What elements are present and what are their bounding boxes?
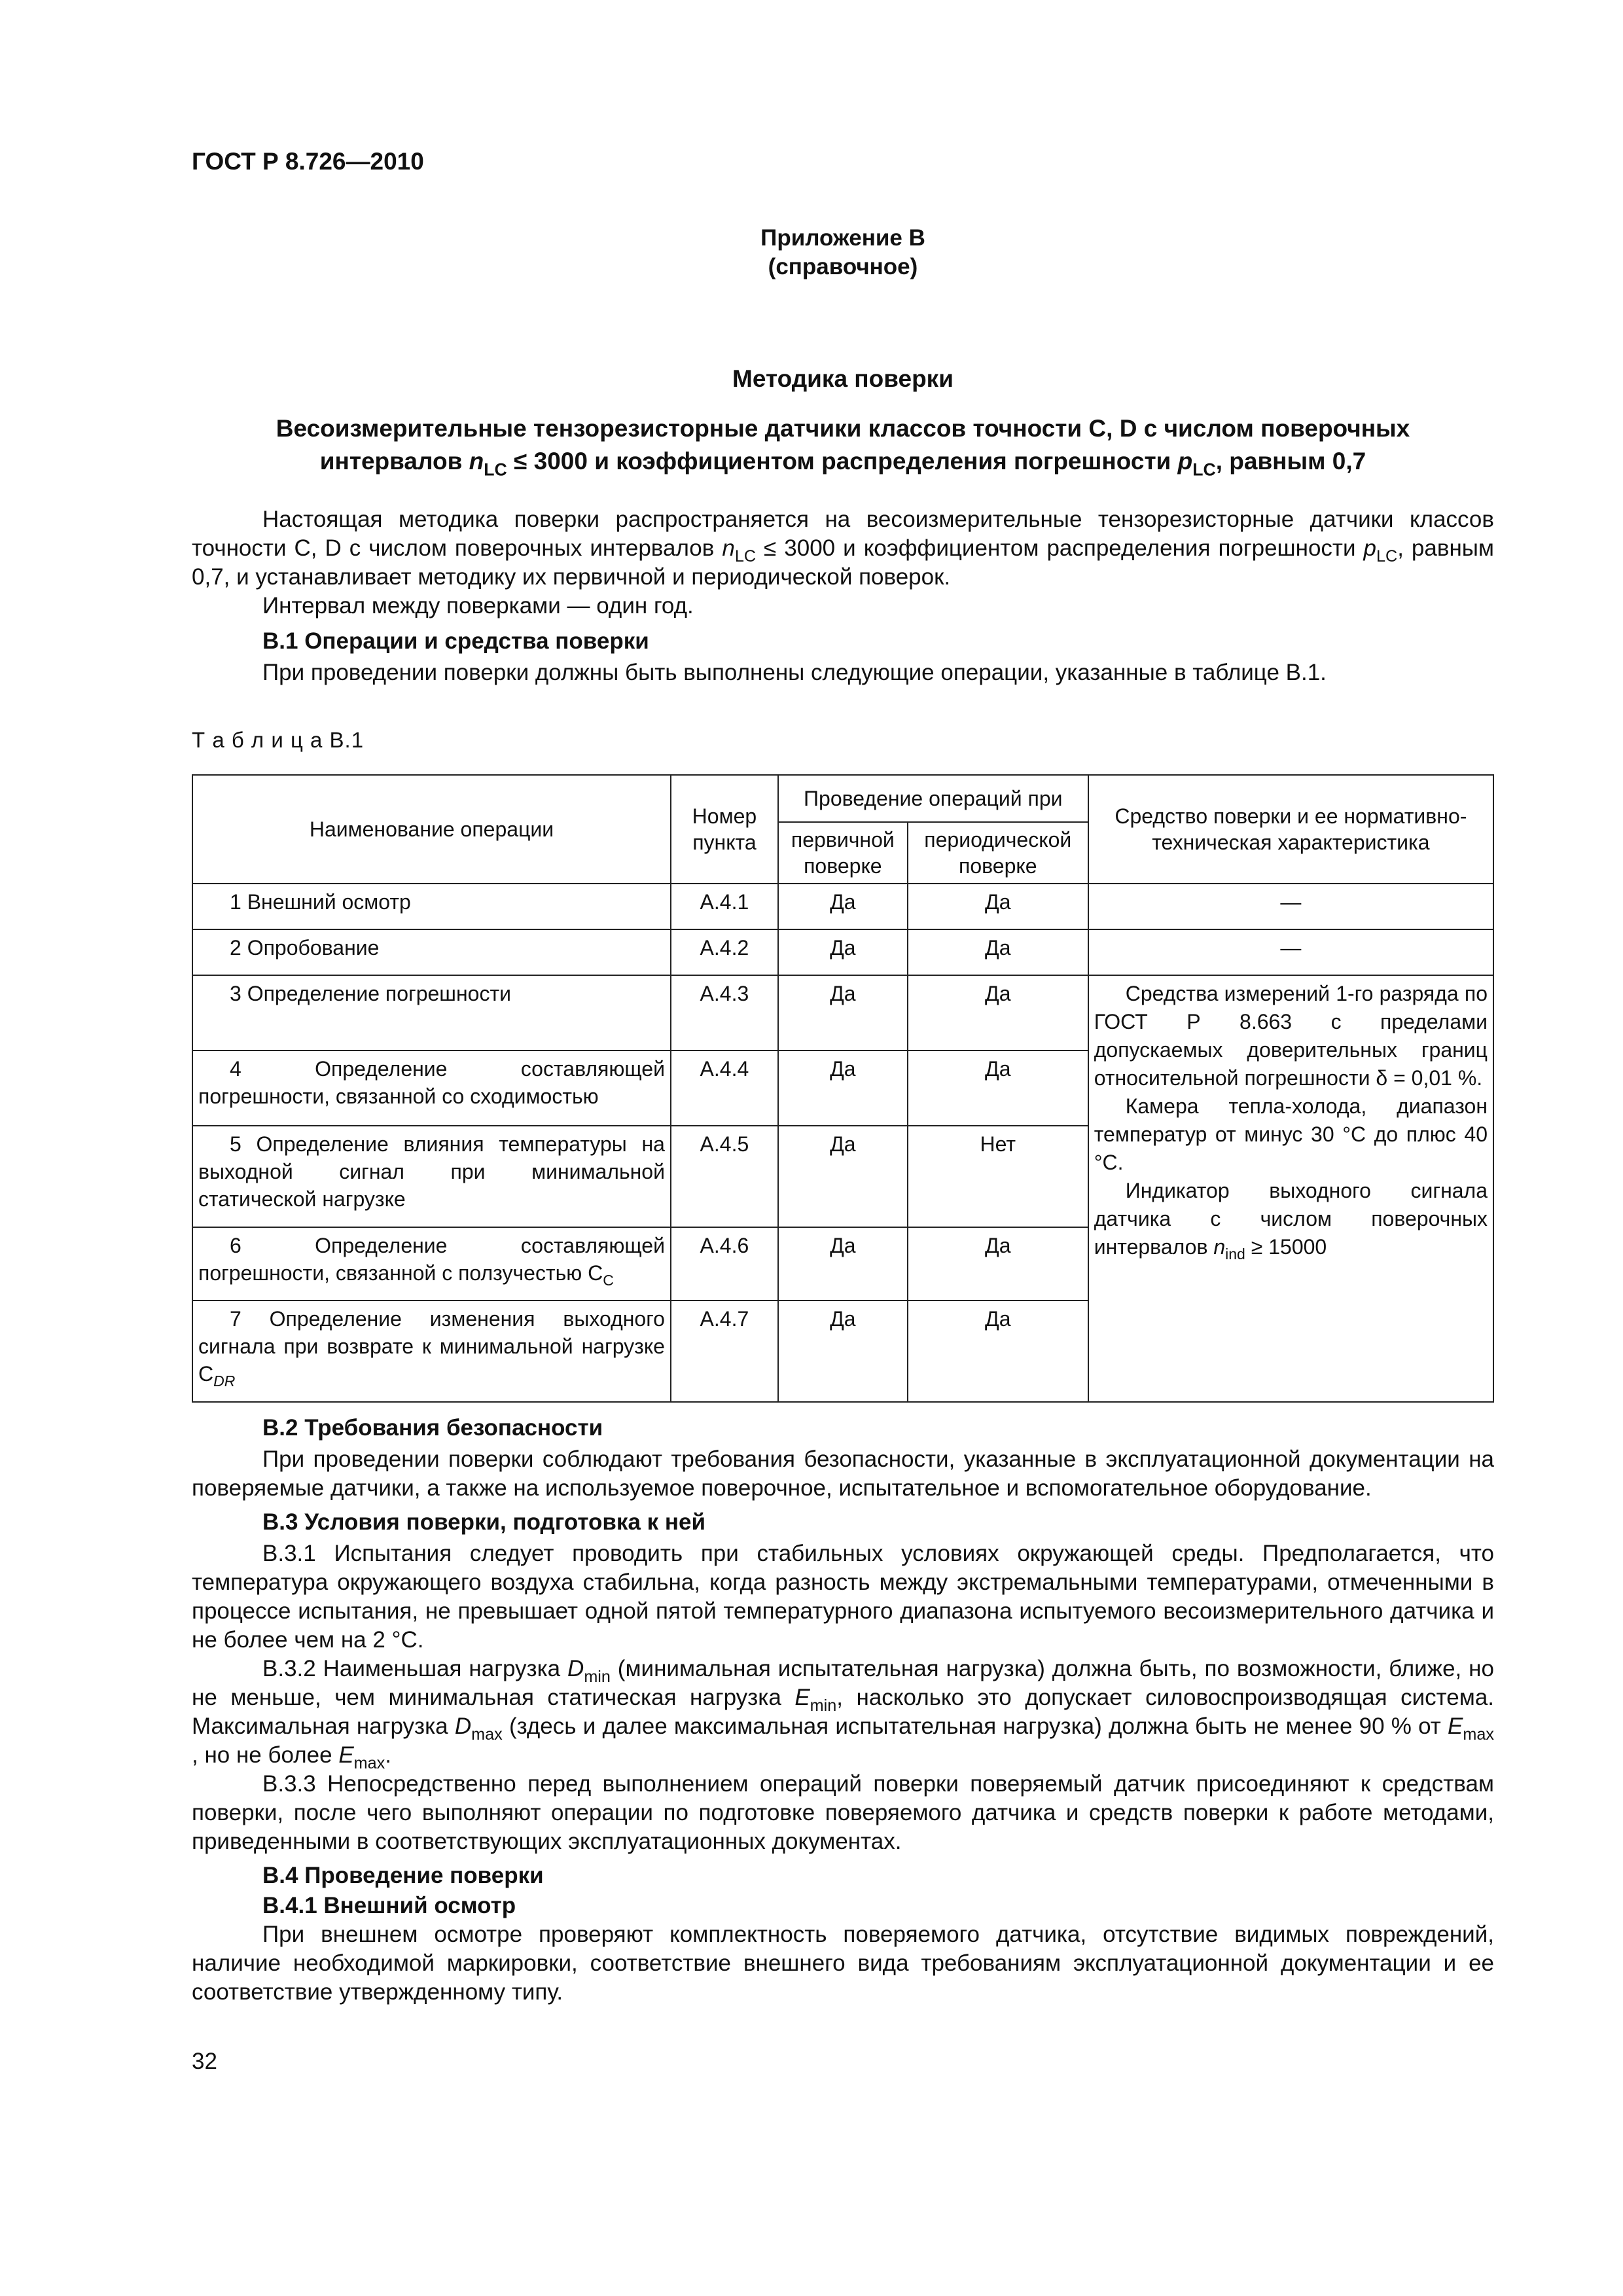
section-b3-2: В.3.2 Наименьшая нагрузка $D_{min}$ (минимальная испытательная нагрузка) должна быть, по возможности, ближе, но не меньше, чем минимальная статическая нагрузка $E_{min}$, насколько это допускает силовоспроизводящая система. Максимальная нагрузка $D_{max}$ (здесь и далее максимальная испытательная нагрузка) должна быть не менее 90 % от $E_{max}$ , но не более $E_{max}$.	[192, 1656, 1495, 1772]
subtitle-line1: Весоизмерительные тензорезисторные датчики классов точности С, D с числом поверочных	[276, 415, 1410, 442]
means-instruments: Средства измерений 1-го разряда по ГОСТ Р 8.663 с пределами допускаемых доверительных границ относительной погрешности δ = 0,01 %.	[1094, 982, 1488, 1090]
row-periodic: Да	[908, 975, 1088, 1050]
row-number: А.4.5	[671, 1126, 778, 1227]
interval-paragraph: Интервал между поверками — один год.	[262, 593, 694, 619]
method-title: Методика поверки	[732, 365, 954, 392]
row-primary: Да	[778, 1050, 908, 1126]
intro-paragraph: Настоящая методика поверки распространяется на весоизмерительные тензорезисторные датчики классов точности С, D с числом поверочных интервалов $n_{LC} \le 3000$ и коэффициентом распределения погрешности $p_{LC}$, равным 0,7, и устанавливает методику их первичной и периодической поверок.	[192, 507, 1494, 590]
table-row	[192, 975, 1493, 1050]
document-subtitle	[192, 412, 1494, 478]
table-row	[192, 929, 1493, 975]
row-name: 5 Определение влияния температуры на выходной сигнал при минимальной статической нагрузке	[192, 1126, 671, 1227]
row-name: 6 Определение составляющей погрешности, связанной с ползучестью $C_C$	[192, 1227, 671, 1300]
section-b2-text: При проведении поверки соблюдают требования безопасности, указанные в эксплуатационной документации на поверяемые датчики, а также на используемое поверочное, испытательное и вспомогательное оборудование.	[192, 1446, 1494, 1501]
row-primary: Да	[778, 1227, 908, 1300]
subtitle-line2: интервалов $n_{LC} \le 3000$ и коэффициентом распределения погрешности $p_{LC}$, равным 0,7	[319, 448, 1366, 480]
means-indicator: Индикатор выходного сигнала датчика с числом поверочных интервалов $n_{ind} \ge 15000$	[1094, 1179, 1488, 1263]
row-name: 3 Определение погрешности	[192, 975, 671, 1050]
section-b3-1: В.3.1 Испытания следует проводить при стабильных условиях окружающей среды. Предполагается, что температура окружающего воздуха стабильна, когда разность между экстремальными температурами, отмеченными в процессе испытания, не превышает одной пятой температурного диапазона испытуемого весоизмерительного датчика и не более чем на 2 °С.	[192, 1541, 1494, 1653]
header-primary: первичной поверке	[778, 822, 908, 884]
table-header-row	[192, 775, 1493, 822]
merged-means-cell	[1088, 975, 1493, 1402]
section-b4-1-title: В.4.1 Внешний осмотр	[262, 1893, 516, 1918]
row-means: —	[1088, 884, 1493, 929]
row-number: А.4.6	[671, 1227, 778, 1300]
row-periodic: Да	[908, 1300, 1088, 1402]
header-operation-name: Наименование операции	[192, 775, 671, 884]
section-b1-text: При проведении поверки должны быть выполнены следующие операции, указанные в таблице В.1.	[262, 660, 1327, 685]
row-primary: Да	[778, 884, 908, 929]
row-number: А.4.2	[671, 929, 778, 975]
row-periodic: Нет	[908, 1126, 1088, 1227]
header-performing: Проведение операций при	[778, 775, 1088, 822]
operations-table	[192, 774, 1494, 1403]
row-periodic: Да	[908, 884, 1088, 929]
row-name: 1 Внешний осмотр	[192, 884, 671, 929]
section-b4-1-text: При внешнем осмотре проверяют комплектность поверяемого датчика, отсутствие видимых повреждений, наличие необходимой маркировки, соответствие внешнего вида требованиям эксплуатационной документации и ее соответствие утвержденному типу.	[192, 1922, 1494, 2005]
means-chamber: Камера тепла-холода, диапазон температур от минус 30 °С до плюс 40 °С.	[1094, 1094, 1488, 1174]
page-number: 32	[192, 2049, 217, 2074]
table-caption: Т а б л и ц а В.1	[192, 728, 365, 752]
section-b1-title: В.1 Операции и средства поверки	[262, 628, 649, 654]
section-b3-title: В.3 Условия поверки, подготовка к ней	[262, 1509, 705, 1535]
appendix-subtitle: (справочное)	[768, 254, 918, 279]
document-header: ГОСТ Р 8.726—2010	[192, 148, 424, 175]
table-row	[192, 884, 1493, 929]
intro-block	[192, 505, 1494, 687]
appendix-title: Приложение В	[760, 225, 925, 251]
section-b2-title: В.2 Требования безопасности	[262, 1415, 603, 1441]
row-primary: Да	[778, 1300, 908, 1402]
header-periodic: периодической поверке	[908, 822, 1088, 884]
row-number: А.4.7	[671, 1300, 778, 1402]
row-name: 4 Определение составляющей погрешности, связанной со сходимостью	[192, 1050, 671, 1126]
row-number: А.4.3	[671, 975, 778, 1050]
row-periodic: Да	[908, 929, 1088, 975]
header-means: Средство поверки и ее нормативно-техническая характеристика	[1088, 775, 1493, 884]
row-name: 7 Определение изменения выходного сигнала при возврате к минимальной нагрузке $C_{DR}$	[192, 1300, 671, 1402]
row-primary: Да	[778, 1126, 908, 1227]
appendix-heading	[192, 224, 1494, 281]
row-primary: Да	[778, 929, 908, 975]
row-primary: Да	[778, 975, 908, 1050]
row-periodic: Да	[908, 1227, 1088, 1300]
row-number: А.4.1	[671, 884, 778, 929]
section-b4-title: В.4 Проведение поверки	[262, 1863, 544, 1888]
section-b3-3: В.3.3 Непосредственно перед выполнением операций поверки поверяемый датчик присоединяют к средствам поверки, после чего выполняют операции по подготовке поверяемого датчика и средств поверки к работе методами, приведенными в соответствующих эксплуатационных документах.	[192, 1771, 1494, 1854]
row-number: А.4.4	[671, 1050, 778, 1126]
row-periodic: Да	[908, 1050, 1088, 1126]
header-item-number: Номер пункта	[671, 775, 778, 884]
sections-block	[192, 1414, 1494, 2007]
row-means: —	[1088, 929, 1493, 975]
row-name: 2 Опробование	[192, 929, 671, 975]
